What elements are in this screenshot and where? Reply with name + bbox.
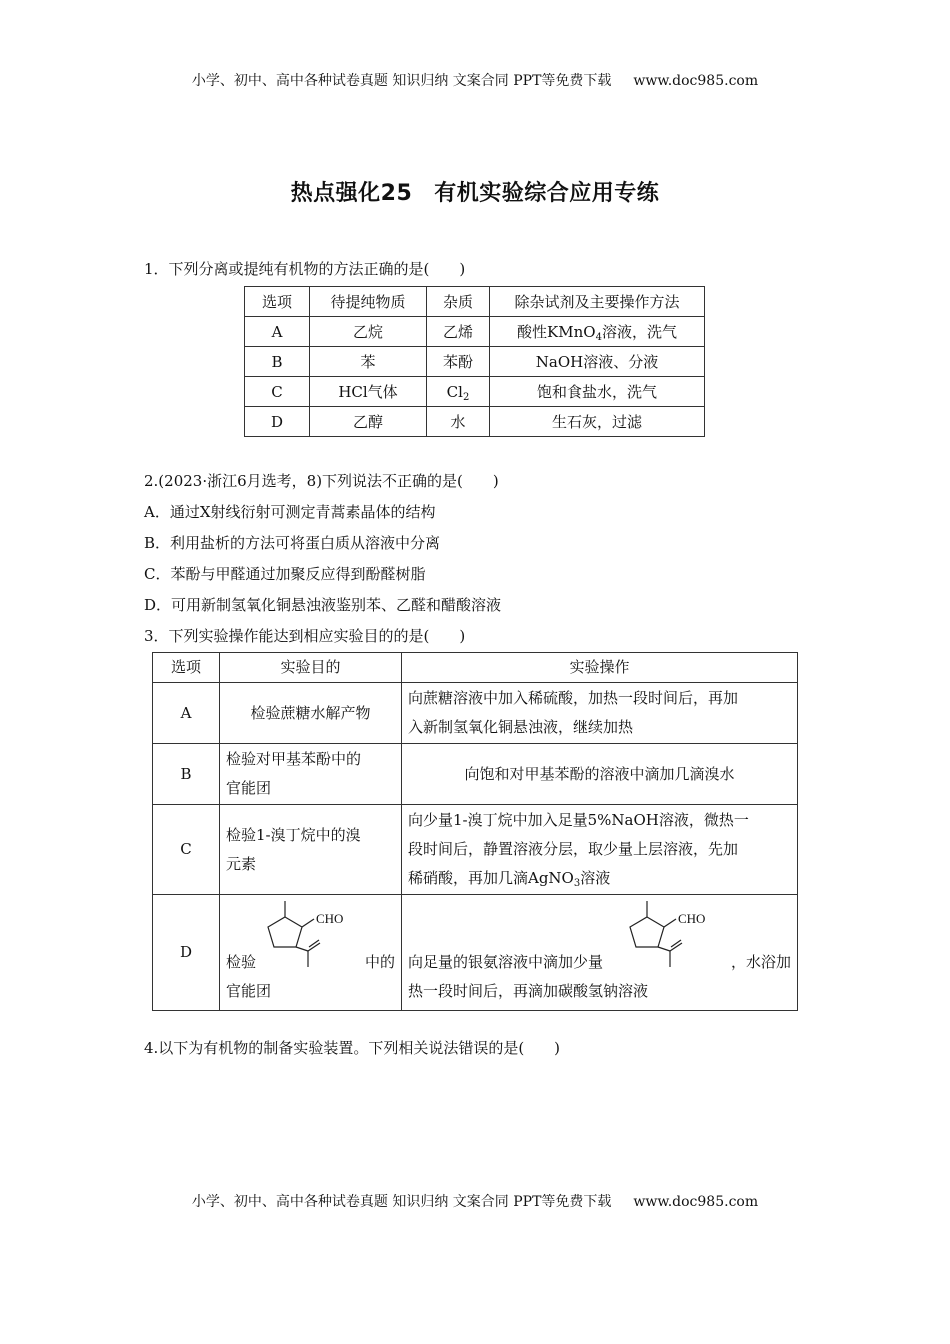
table-row [153,805,798,895]
q2-option-a: A．通过X射线衍射可测定青蒿素晶体的结构 [144,503,436,521]
table-row [153,744,798,805]
cell-operation: CHO 向足量的银氨溶液中滴加少量 ，水浴加 热一段时间后，再滴加碳酸氢钠溶液 [402,895,798,1011]
table-row [153,683,798,744]
table-header-row [153,653,798,683]
cell-target: HCl气体 [310,377,427,407]
molecule-label: CHO [316,911,344,926]
col-header: 实验操作 [402,653,798,683]
cell-purpose: 检验1-溴丁烷中的溴 元素 [220,805,402,895]
table-row [245,317,705,347]
table-header-row [245,287,705,317]
cell-target: 苯 [310,347,427,377]
cell-option: A [245,317,310,347]
cell-method: 饱和食盐水，洗气 [490,377,705,407]
q4-stem: 4.以下为有机物的制备实验装置。下列相关说法错误的是( ) [144,1039,561,1057]
cell-target: 乙烷 [310,317,427,347]
cell-impurity: 水 [427,407,490,437]
cell-option: C [245,377,310,407]
page-title [0,176,950,207]
cell-purpose: 检验对甲基苯酚中的 官能团 [220,744,402,805]
col-header: 实验目的 [220,653,402,683]
cell-operation: 向蔗糖溶液中加入稀硫酸，加热一段时间后，再加 入新制氢氧化铜悬浊液，继续加热 [402,683,798,744]
header-text: 小学、初中、高中各种试卷真题 知识归纳 文案合同 PPT等免费下载 [191,73,612,89]
cell-method: 生石灰，过滤 [490,407,705,437]
molecule-structure-icon [612,897,722,969]
cell-option: C [153,805,220,895]
col-header: 待提纯物质 [310,287,427,317]
cell-impurity: 乙烯 [427,317,490,347]
cell-target: 乙醇 [310,407,427,437]
footer-site[interactable]: www.doc985.com [633,1194,759,1210]
cell-operation: 向饱和对甲基苯酚的溶液中滴加几滴溴水 [402,744,798,805]
q3-stem: 3．下列实验操作能达到相应实验目的的是( ) [144,627,466,645]
table-row [153,895,798,1011]
title-text: 有机实验综合应用专练 [434,181,660,206]
cell-option: D [245,407,310,437]
q2-stem: 2.(2023·浙江6月选考，8)下列说法不正确的是( ) [144,472,499,490]
q3-table [152,652,798,1011]
cell-option: A [153,683,220,744]
cell-option: D [153,895,220,1011]
table-row [245,347,705,377]
q1-table [244,286,705,437]
page-header [0,70,950,90]
col-header: 选项 [153,653,220,683]
q2-option-d: D．可用新制氢氧化铜悬浊液鉴别苯、乙醛和醋酸溶液 [144,596,502,614]
cell-option: B [153,744,220,805]
page-footer [0,1191,950,1211]
col-header: 杂质 [427,287,490,317]
q2-option-b: B．利用盐析的方法可将蛋白质从溶液中分离 [144,534,441,552]
cell-impurity: 苯酚 [427,347,490,377]
cell-method: 酸性KMnO$_4$溶液，洗气 [490,317,705,347]
title-number: 热点强化25 [290,181,413,206]
cell-operation: 向少量1-溴丁烷中加入足量5%NaOH溶液，微热一 段时间后，静置溶液分层，取少量上层溶液，先加 稀硝酸，再加几滴AgNO$_3$溶液 [402,805,798,895]
table-row [245,407,705,437]
cell-purpose: 检验蔗糖水解产物 [220,683,402,744]
molecule-structure-icon [250,897,360,969]
col-header: 除杂试剂及主要操作方法 [490,287,705,317]
table-row [245,377,705,407]
q1-stem: 1．下列分离或提纯有机物的方法正确的是( ) [144,260,466,278]
footer-text: 小学、初中、高中各种试卷真题 知识归纳 文案合同 PPT等免费下载 [191,1194,612,1210]
molecule-label: CHO [678,911,706,926]
cell-purpose: CHO 检验 中的 官能团 [220,895,402,1011]
cell-impurity: $Cl_2$ [427,377,490,407]
cell-method: NaOH溶液、分液 [490,347,705,377]
q2-option-c: C．苯酚与甲醛通过加聚反应得到酚醛树脂 [144,565,426,583]
header-site[interactable]: www.doc985.com [633,73,759,89]
cell-option: B [245,347,310,377]
col-header: 选项 [245,287,310,317]
